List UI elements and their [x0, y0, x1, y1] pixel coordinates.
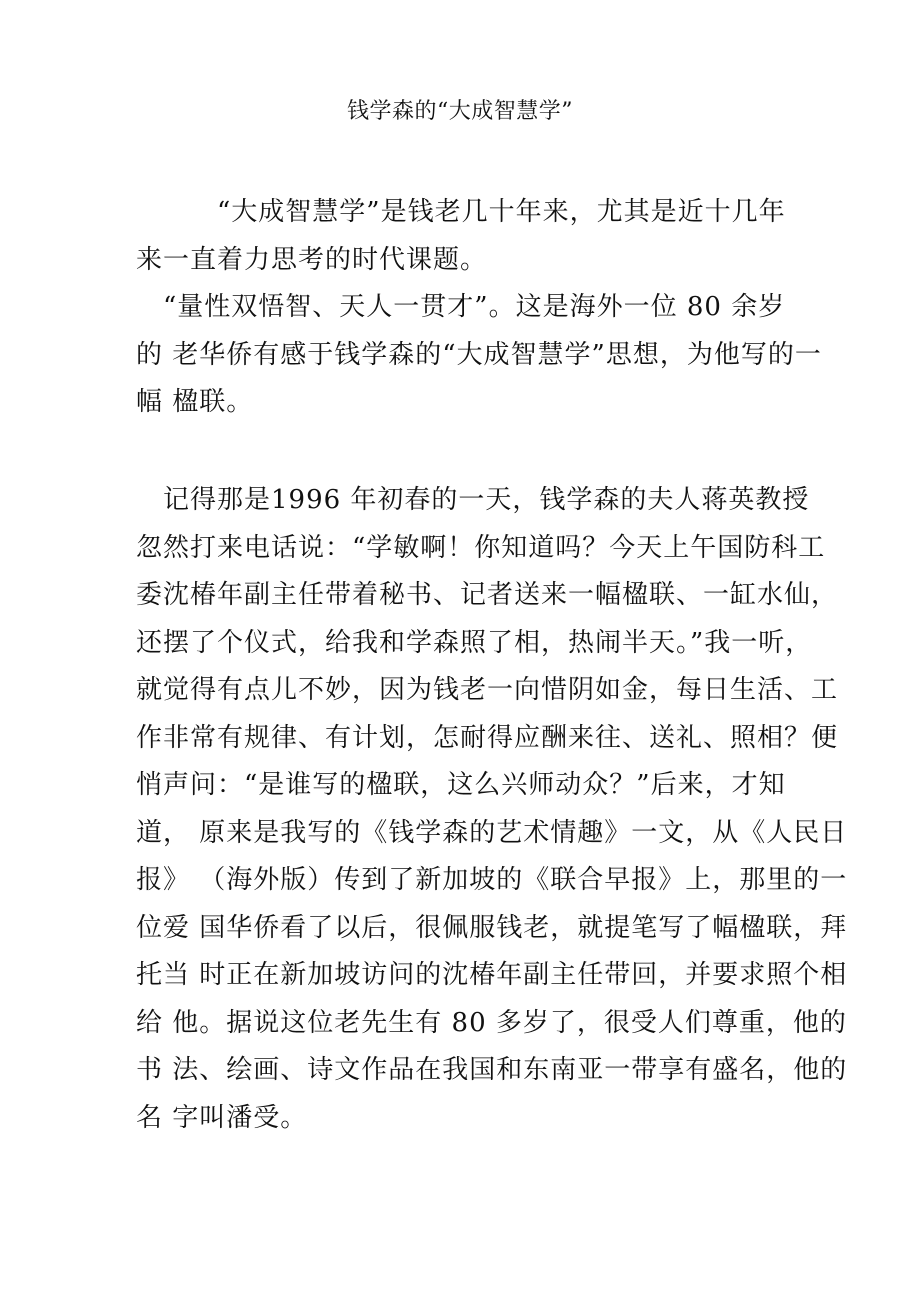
paragraph-2	[136, 284, 822, 427]
text-line: 记得那是1996 年初春的一天，钱学森的夫人蒋英教授	[136, 485, 810, 515]
text-line: 委沈椿年副主任带着秘书、记者送来一幅楹联、一缸水仙，	[136, 580, 839, 610]
text-line: 报》 （海外版）传到了新加坡的《联合早报》上，那里的一	[136, 865, 848, 895]
text-line: 给 他。据说这位老先生有 80 多岁了，很受人们尊重，他的	[136, 1007, 847, 1038]
text-line: 名 字叫潘受。	[136, 1102, 308, 1133]
text-line: 悄声问：“是谁写的楹联，这么兴师动众？”后来，才知	[136, 770, 786, 800]
text-line: “量性双悟智、天人一贯才”。这是海外一位 80 余岁	[136, 292, 786, 322]
text-line: 书 法、绘画、诗文作品在我国和东南亚一带享有盛名，他的	[136, 1055, 848, 1085]
text-line: 忽然打来电话说：“学敏啊！你知道吗？今天上午国防科工	[136, 532, 826, 563]
text-line: 位爱 国华侨看了以后，很佩服钱老，就提笔写了幅楹联，拜	[136, 912, 848, 943]
text-line: 还摆了个仪式，给我和学森照了相，热闹半天。”我一听，	[136, 627, 813, 658]
text-line: 的 老华侨有感于钱学森的“大成智慧学”思想，为他写的一	[136, 339, 822, 370]
document-title: 钱学森的“大成智慧学”	[347, 99, 573, 124]
paragraph-1	[136, 189, 796, 284]
text-line: 作非常有规律、有计划，怎耐得应酬来往、送礼、照相？便	[136, 722, 839, 753]
text-line: 就觉得有点儿不妙，因为钱老一向惜阴如金，每日生活、工	[136, 675, 839, 705]
text-line: 来一直着力思考的时代课题。	[136, 244, 488, 275]
paragraph-3	[136, 477, 848, 1142]
text-line: 托当 时正在新加坡访问的沈椿年副主任带回，并要求照个相	[136, 960, 848, 990]
text-line: 幅 楹联。	[136, 387, 254, 417]
text-line: 道， 原来是我写的《钱学森的艺术情趣》一文，从《人民日	[136, 817, 848, 848]
text-line: “大成智慧学”是钱老几十年来，尤其是近十几年	[136, 197, 786, 227]
